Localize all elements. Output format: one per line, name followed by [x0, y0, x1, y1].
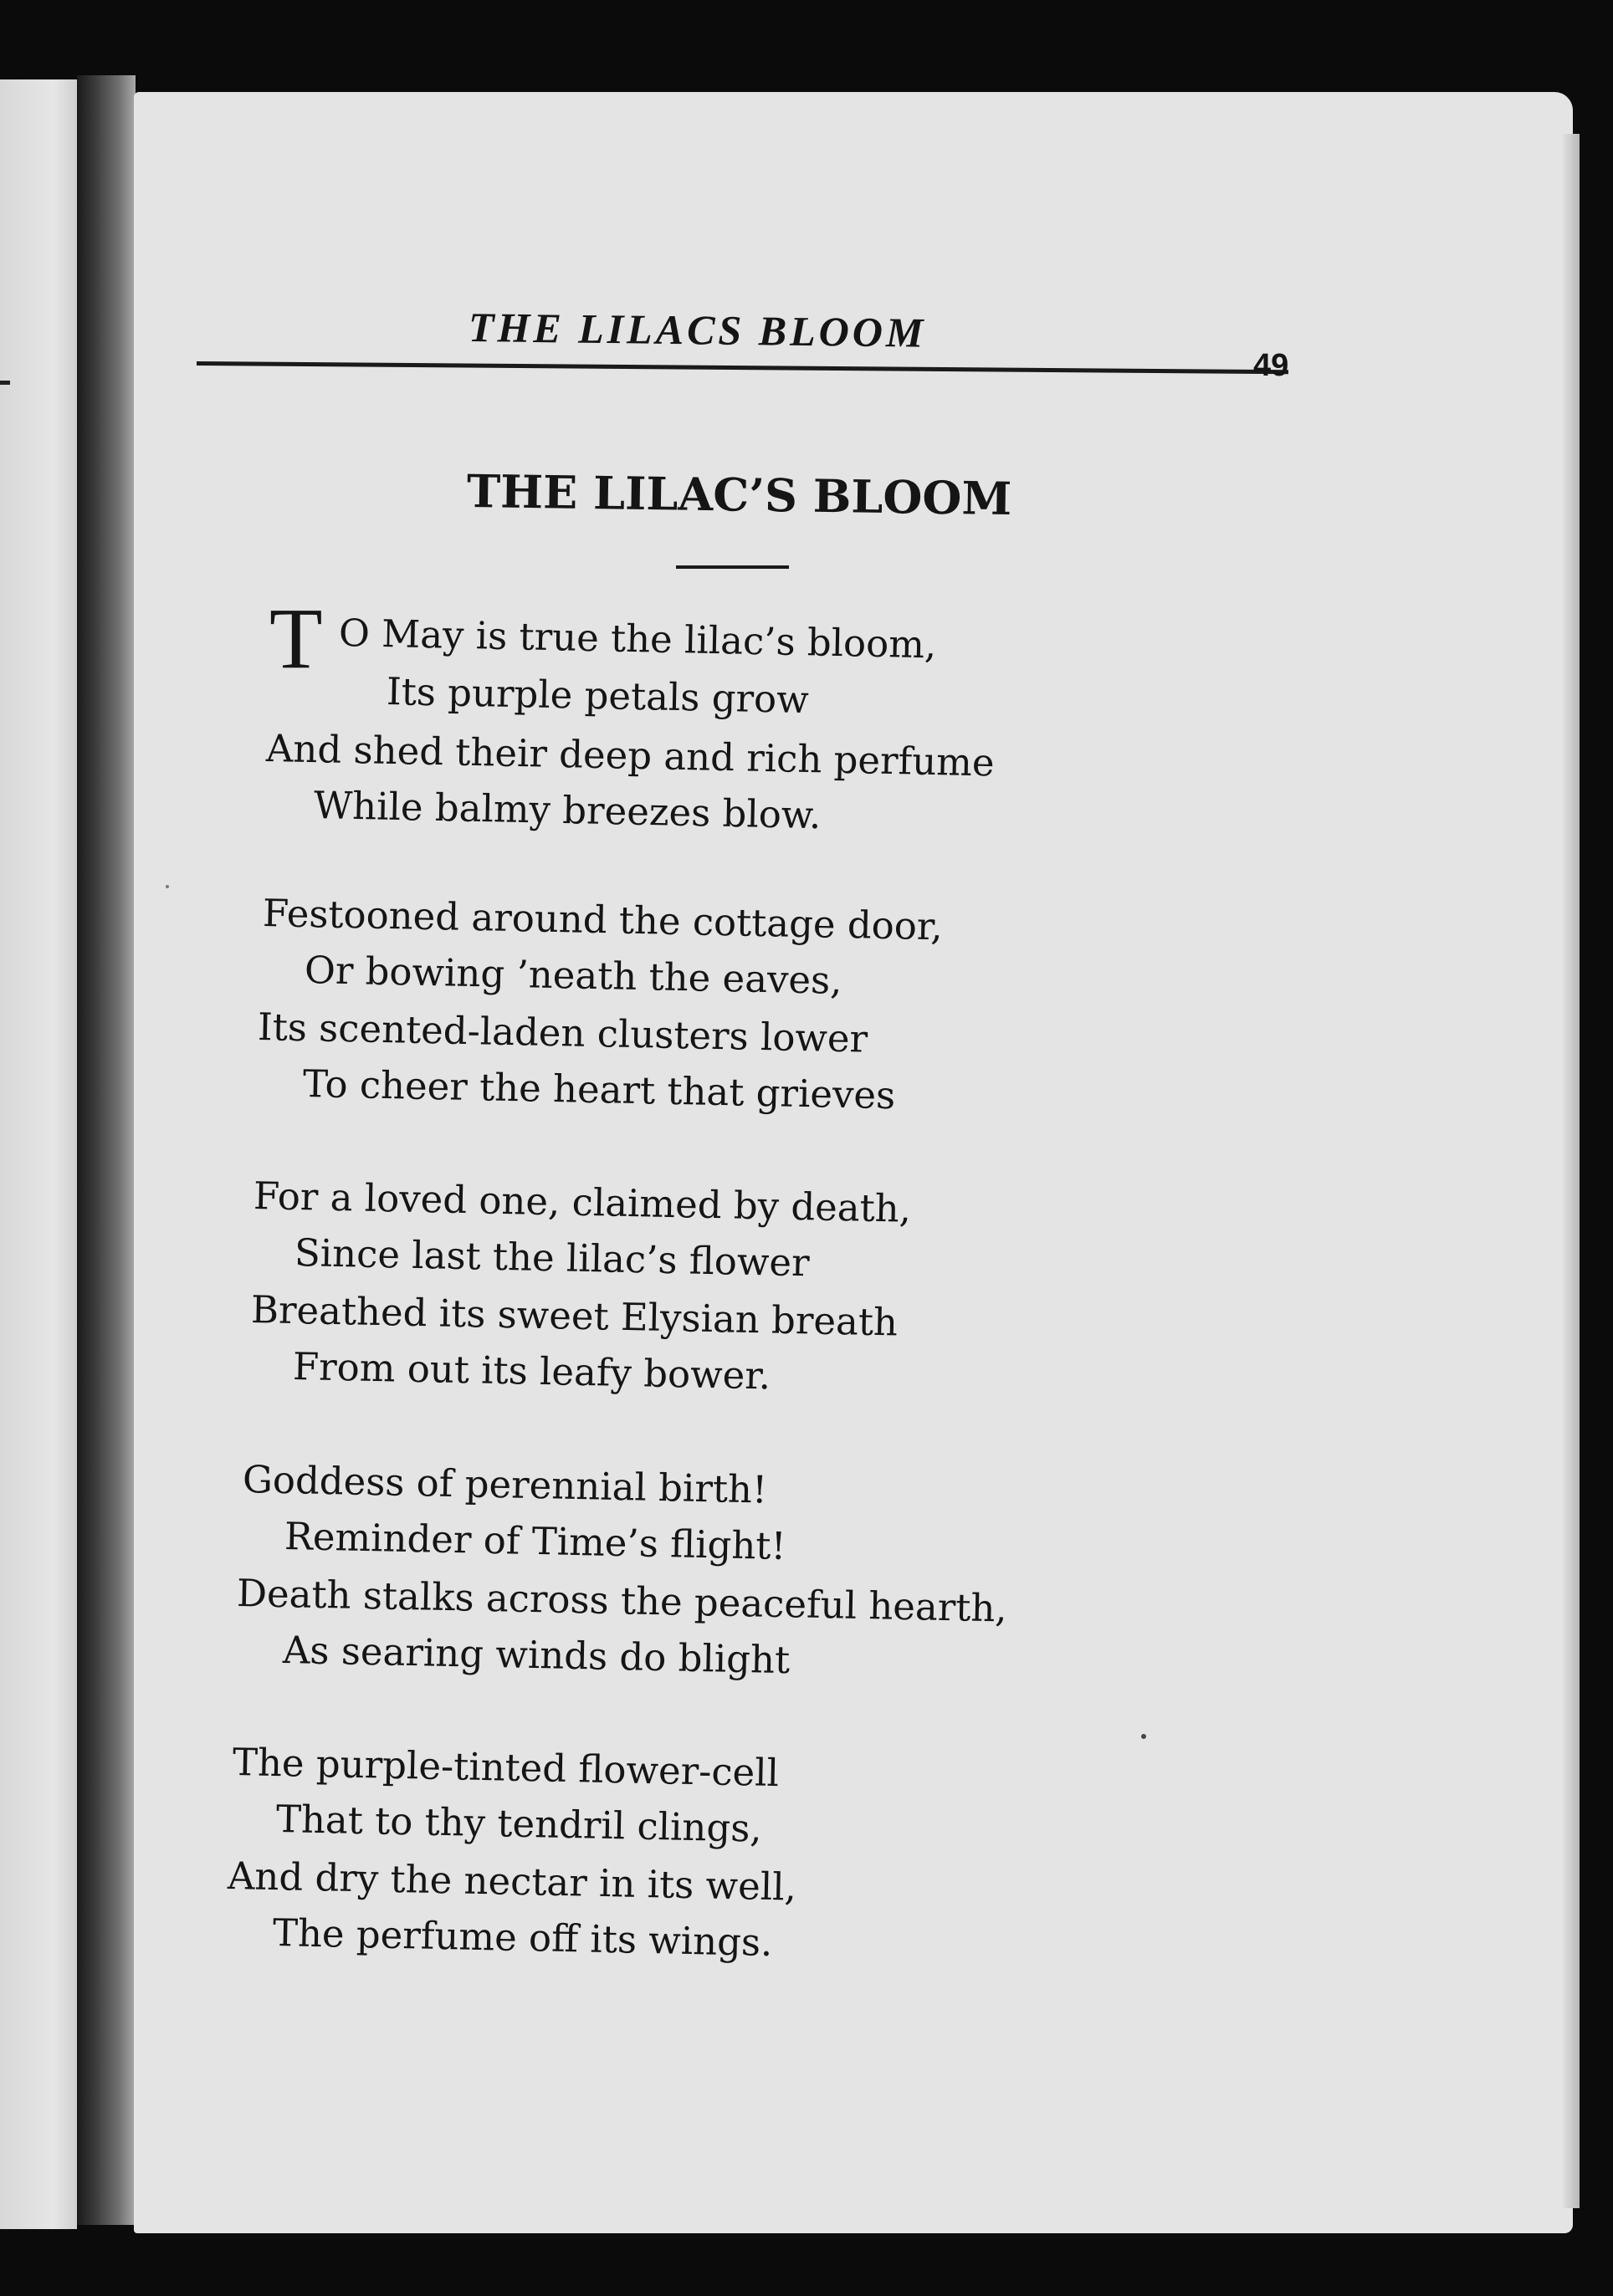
poem-line: Its scented-laden clusters lower: [257, 1005, 868, 1061]
poem-line: From out its leafy bower.: [292, 1344, 771, 1399]
poem-line: While balmy breezes blow.: [313, 783, 822, 838]
poem-line: For a loved one, claimed by death,: [253, 1174, 912, 1231]
poem-line: O May is true the lilac’s bloom,: [338, 611, 937, 667]
poem-line: And dry the nectar in its well,: [227, 1854, 797, 1910]
book-gutter: [77, 75, 136, 2225]
page-number: 49: [1253, 348, 1289, 383]
poem-line: And shed their deep and rich perfume: [265, 726, 996, 785]
poem-title: THE LILAC’S BLOOM: [466, 464, 1012, 526]
poem-line: Goddess of perennial birth!: [242, 1457, 768, 1512]
poem-line: As searing winds do blight: [282, 1628, 791, 1683]
page-right-edge: [1563, 134, 1580, 2208]
running-head: THE LILACS BLOOM: [468, 304, 927, 356]
poem-line: Its purple petals grow: [386, 669, 810, 723]
poem-line: Breathed its sweet Elysian breath: [250, 1287, 899, 1345]
left-page-mark: [0, 381, 10, 385]
poem-line: Festooned around the cottage door,: [262, 891, 944, 949]
poem-line: Or bowing ’neath the eaves,: [304, 948, 843, 1003]
scan-speck: [1141, 1734, 1146, 1739]
poem-line: To cheer the heart that grieves: [302, 1061, 896, 1118]
scan-speck: [166, 885, 169, 888]
title-rule: [676, 565, 789, 569]
drop-cap: T: [269, 591, 323, 687]
left-page-edge: [0, 79, 77, 2229]
poem-line: The purple-tinted flower-cell: [232, 1740, 780, 1796]
poem-line: Since last the lilac’s flower: [294, 1230, 811, 1286]
poem-line: That to thy tendril clings,: [275, 1797, 763, 1851]
poem-line: Death stalks across the peaceful hearth,: [236, 1571, 1008, 1631]
poem-line: Reminder of Time’s flight!: [284, 1514, 787, 1569]
poem-line: The perfume off its wings.: [272, 1910, 773, 1965]
